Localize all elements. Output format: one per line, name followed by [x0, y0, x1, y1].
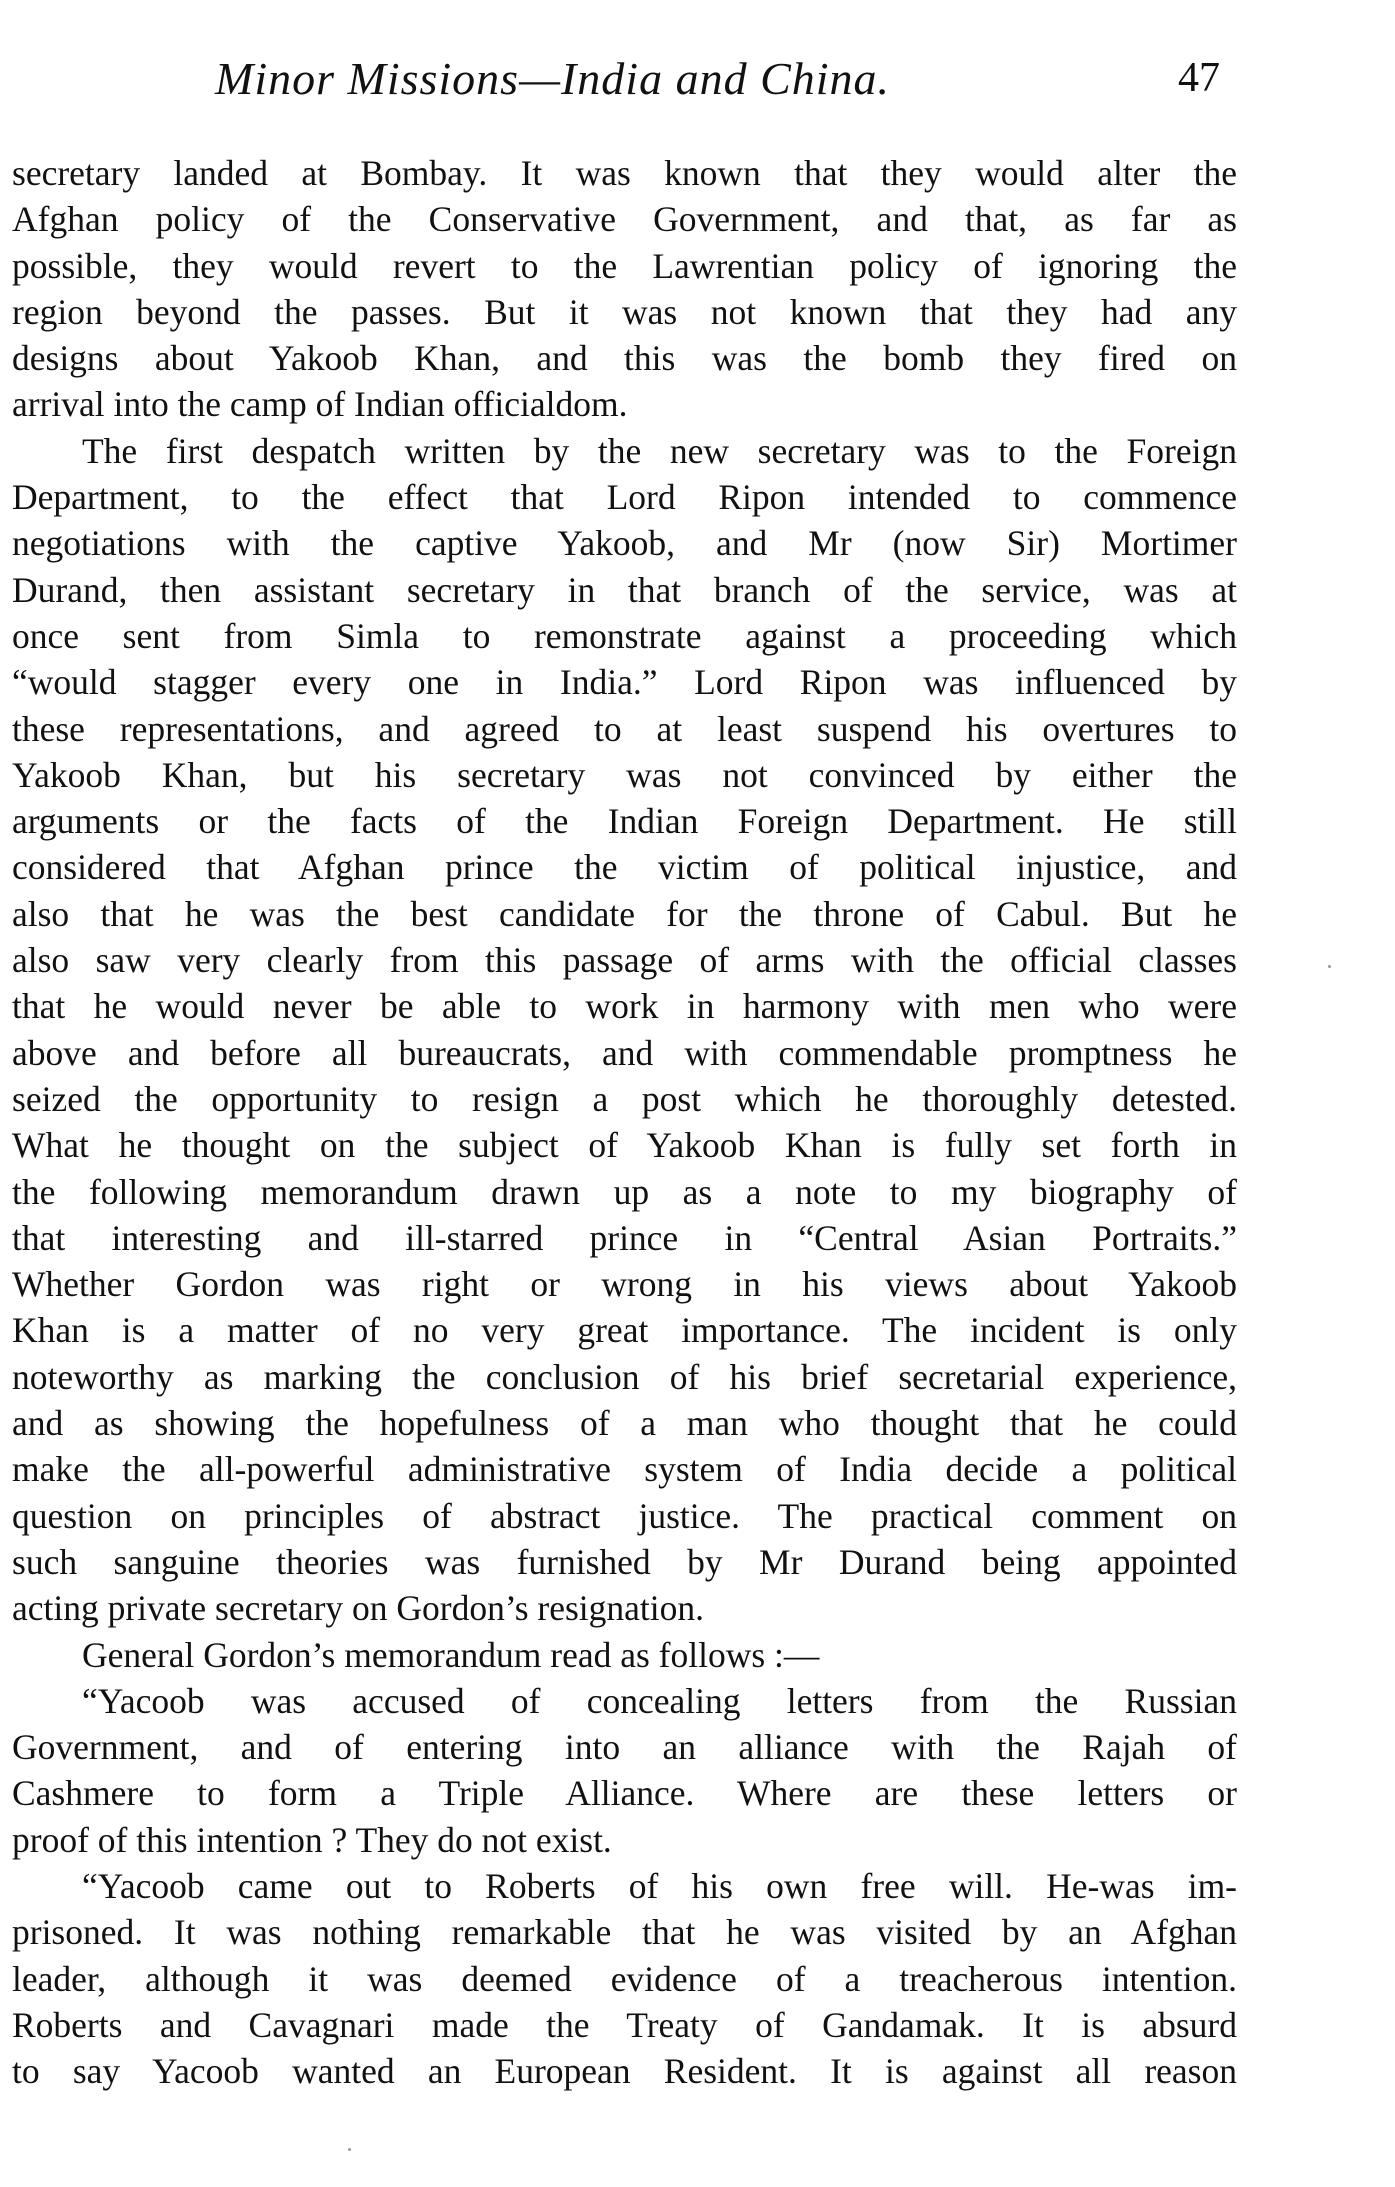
text-line: that interesting and ill-starred prince in “Central Asian Portraits.” [12, 1217, 1237, 1258]
page-number: 47 [1178, 55, 1220, 101]
text-line: “Yacoob was accused of concealing letters from the Russian [82, 1680, 1237, 1721]
text-line: to say Yacoob wanted an European Resident. It is against all reason [12, 2051, 1237, 2092]
paper-speck [348, 2148, 351, 2151]
text-line: leader, although it was deemed evidence of a treacherous intention. [12, 1958, 1237, 1999]
text-line: also that he was the best candidate for the throne of Cabul. But he [12, 893, 1237, 934]
text-line: noteworthy as marking the conclusion of his brief secretarial experience, [12, 1356, 1237, 1397]
text-line: region beyond the passes. But it was not known that they had any [12, 291, 1237, 332]
running-title: Minor Missions—India and China. [215, 53, 891, 104]
text-line: negotiations with the captive Yakoob, and Mr (now Sir) Mortimer [12, 523, 1237, 564]
paper-speck [1328, 965, 1331, 968]
text-line: secretary landed at Bombay. It was known that they would alter the [12, 153, 1237, 193]
text-line: also saw very clearly from this passage of arms with the official classes [12, 940, 1237, 981]
text-line: question on principles of abstract justice. The practical comment on [12, 1495, 1237, 1536]
text-line: acting private secretary on Gordon’s resignation. [12, 1588, 705, 1629]
text-line: Whether Gordon was right or wrong in his views about Yakoob [12, 1264, 1237, 1305]
body-text [12, 150, 1237, 2094]
text-line: “Yacoob came out to Roberts of his own free will. He-was im- [82, 1865, 1237, 1906]
text-line: possible, they would revert to the Lawrentian policy of ignoring the [12, 245, 1237, 286]
text-line: designs about Yakoob Khan, and this was the bomb they fired on [12, 338, 1237, 379]
text-line: Cashmere to form a Triple Alliance. Where are these letters or [12, 1773, 1237, 1814]
text-line: The first despatch written by the new secretary was to the Foreign [82, 430, 1237, 471]
text-line: once sent from Simla to remonstrate against a proceeding which [12, 615, 1237, 656]
text-line: What he thought on the subject of Yakoob Khan is fully set forth in [12, 1125, 1237, 1166]
text-line: Yakoob Khan, but his secretary was not convinced by either the [12, 754, 1237, 795]
text-line: seized the opportunity to resign a post which he thoroughly detested. [12, 1078, 1237, 1119]
text-line: such sanguine theories was furnished by Mr Durand being appointed [12, 1541, 1237, 1582]
text-line: Roberts and Cavagnari made the Treaty of Gandamak. It is absurd [12, 2004, 1237, 2045]
text-line: above and before all bureaucrats, and with commendable promptness he [12, 1032, 1237, 1073]
text-line: considered that Afghan prince the victim of political injustice, and [12, 847, 1237, 888]
page-header [200, 52, 1220, 122]
text-line: these representations, and agreed to at least suspend his overtures to [12, 708, 1237, 749]
text-line: prisoned. It was nothing remarkable that he was visited by an Afghan [12, 1912, 1237, 1953]
text-line: Department, to the effect that Lord Ripon intended to commence [12, 477, 1237, 518]
text-line: “would stagger every one in India.” Lord Ripon was influenced by [12, 662, 1237, 703]
text-line: General Gordon’s memorandum read as follows :— [82, 1634, 820, 1675]
text-line: arrival into the camp of Indian officialdom. [12, 384, 628, 425]
text-line: proof of this intention ? They do not exist. [12, 1819, 612, 1860]
text-line: arguments or the facts of the Indian Foreign Department. He still [12, 801, 1237, 842]
text-line: make the all-powerful administrative system of India decide a political [12, 1449, 1237, 1490]
text-line: and as showing the hopefulness of a man who thought that he could [12, 1403, 1237, 1444]
text-line: Durand, then assistant secretary in that branch of the service, was at [12, 569, 1237, 610]
text-line: that he would never be able to work in harmony with men who were [12, 986, 1237, 1027]
text-line: Government, and of entering into an alliance with the Rajah of [12, 1727, 1237, 1768]
text-line: Khan is a matter of no very great importance. The incident is only [12, 1310, 1237, 1351]
text-line: the following memorandum drawn up as a note to my biography of [12, 1171, 1237, 1212]
text-line: Afghan policy of the Conservative Government, and that, as far as [12, 199, 1237, 240]
